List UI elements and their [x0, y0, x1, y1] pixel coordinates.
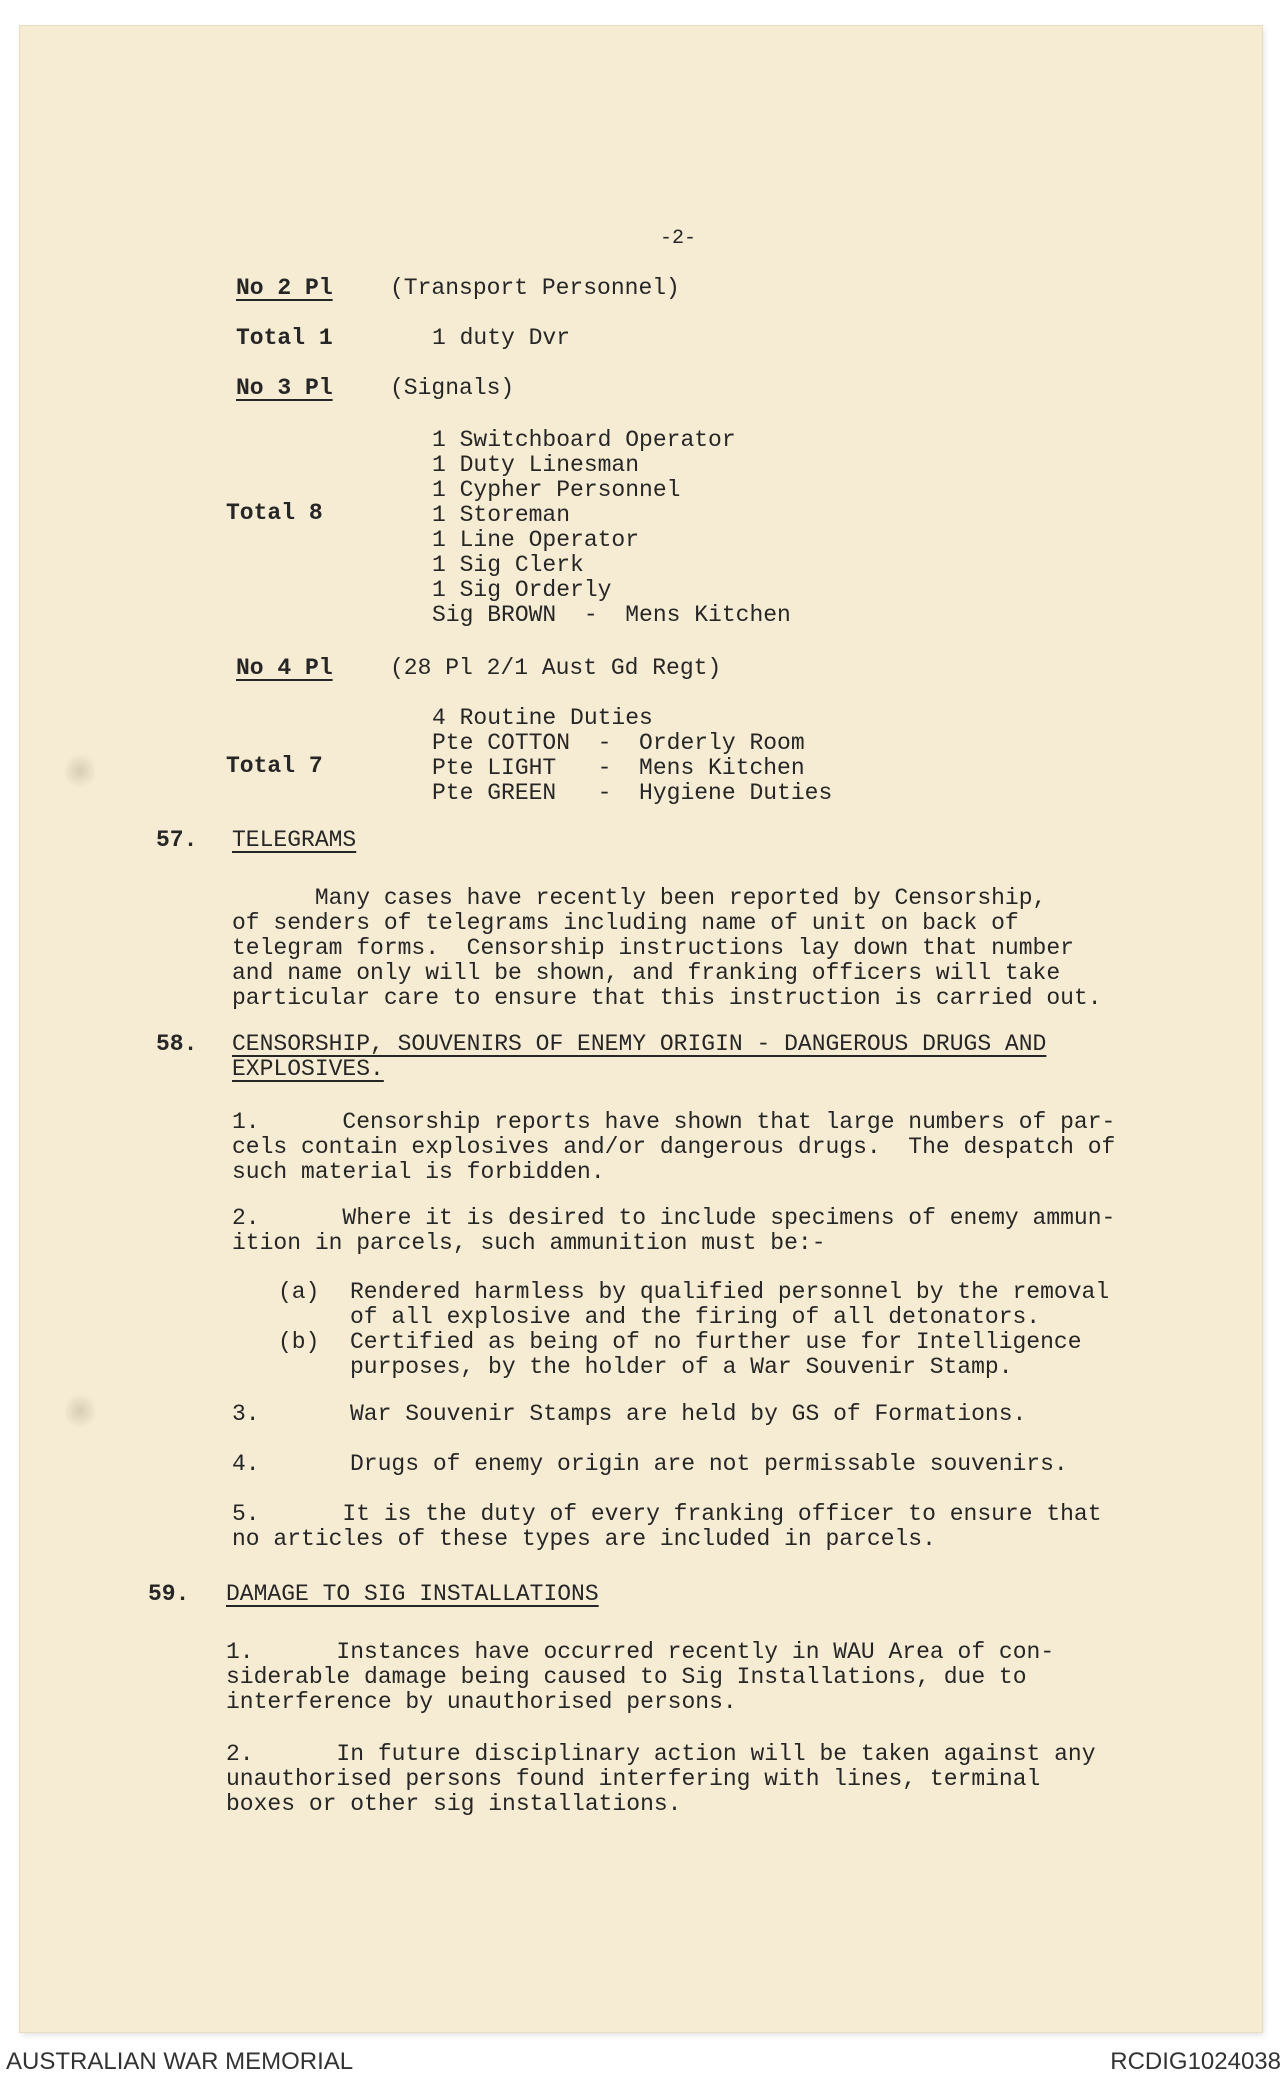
pl3-item: 1 Line Operator [432, 527, 640, 553]
section-58-para-2 [232, 1206, 1115, 1256]
section-58-number: 58. [156, 1031, 198, 1057]
text-line: of senders of telegrams including name of unit on back of [232, 910, 1019, 936]
pl4-item-list [432, 706, 832, 806]
text-line: 1. Instances have occurred recently in WAU Area of con- [226, 1639, 1055, 1665]
text-line: siderable damage being caused to Sig Installations, due to [226, 1664, 1027, 1690]
section-59-para-1 [226, 1640, 1054, 1715]
text-line: such material is forbidden. [232, 1159, 605, 1185]
pl2-total: Total 1 [236, 325, 333, 351]
text-line: 1. Censorship reports have shown that large numbers of par- [232, 1109, 1116, 1135]
text-line: no articles of these types are included in parcels. [232, 1526, 936, 1552]
text-line: purposes, by the holder of a War Souvenir Stamp. [350, 1354, 1013, 1380]
section-57-title: TELEGRAMS [232, 827, 357, 853]
pl4-total: Total 7 [226, 753, 323, 779]
text-line: 2. Where it is desired to include specimens of enemy ammun- [232, 1205, 1116, 1231]
pl4-item: Pte GREEN - Hygiene Duties [432, 780, 833, 806]
section-58-title: CENSORSHIP, SOUVENIRS OF ENEMY ORIGIN - DANGEROUS DRUGS AND [232, 1031, 1047, 1057]
pl3-heading: No 3 Pl [236, 375, 333, 401]
text-line: Rendered harmless by qualified personnel by the removal [350, 1279, 1110, 1305]
pl3-item: 1 Duty Linesman [432, 452, 640, 478]
pl2-desc: (Transport Personnel) [390, 275, 680, 301]
section-58-title-cont: EXPLOSIVES. [232, 1056, 384, 1082]
pl3-item: 1 Sig Clerk [432, 552, 584, 578]
pl3-item: 1 Switchboard Operator [432, 427, 736, 453]
pl3-item: 1 Sig Orderly [432, 577, 612, 603]
footer-source: AUSTRALIAN WAR MEMORIAL [6, 2048, 354, 2075]
section-59-number: 59. [148, 1581, 190, 1607]
section-58-para-1 [232, 1110, 1115, 1185]
fold-mark [65, 1391, 95, 1431]
item-a-text [350, 1280, 1109, 1330]
pl4-desc: (28 Pl 2/1 Aust Gd Regt) [390, 655, 722, 681]
text-line: of all explosive and the firing of all detonators. [350, 1304, 1041, 1330]
section-58-para-5 [232, 1502, 1102, 1552]
pl4-item: 4 Routine Duties [432, 705, 653, 731]
section-59-para-2 [226, 1742, 1096, 1817]
text-line: telegram forms. Censorship instructions lay down that number [232, 935, 1074, 961]
text-line: 5. It is the duty of every franking officer to ensure that [232, 1501, 1102, 1527]
pl3-item: 1 Storeman [432, 502, 571, 528]
fold-mark [65, 751, 95, 791]
text-line: and name only will be shown, and franking officers will take [232, 960, 1061, 986]
text-line: Certified as being of no further use for Intelligence [350, 1329, 1082, 1355]
text-line: interference by unauthorised persons. [226, 1689, 737, 1715]
section-59-title: DAMAGE TO SIG INSTALLATIONS [226, 1581, 599, 1607]
pl3-desc: (Signals) [390, 375, 515, 401]
pl4-heading: No 4 Pl [236, 655, 333, 681]
pl4-item: Pte LIGHT - Mens Kitchen [432, 755, 805, 781]
text-line: particular care to ensure that this instruction is carried out. [232, 985, 1102, 1011]
item-a-label: (a) [278, 1279, 320, 1305]
pl3-item: Sig BROWN - Mens Kitchen [432, 602, 791, 628]
text-line: 2. In future disciplinary action will be taken against any [226, 1741, 1096, 1767]
page-number: -2- [660, 227, 697, 250]
para-4-number: 4. [232, 1451, 260, 1477]
pl2-heading: No 2 Pl [236, 275, 333, 301]
pl3-item: 1 Cypher Personnel [432, 477, 681, 503]
document-page [20, 26, 1262, 2032]
pl4-item: Pte COTTON - Orderly Room [432, 730, 805, 756]
para-3-number: 3. [232, 1401, 260, 1427]
para-3-text: War Souvenir Stamps are held by GS of Formations. [350, 1401, 1027, 1427]
item-b-text [350, 1330, 1082, 1380]
text-line: unauthorised persons found interfering with lines, terminal [226, 1766, 1041, 1792]
footer-id: RCDIG1024038 [1110, 2048, 1281, 2075]
section-57-number: 57. [156, 827, 198, 853]
pl2-item: 1 duty Dvr [432, 325, 571, 351]
para-4-text: Drugs of enemy origin are not permissable souvenirs. [350, 1451, 1068, 1477]
pl3-item-list [432, 428, 791, 628]
text-line: cels contain explosives and/or dangerous drugs. The despatch of [232, 1134, 1116, 1160]
text-line: ition in parcels, such ammunition must be:- [232, 1230, 826, 1256]
text-line: boxes or other sig installations. [226, 1791, 682, 1817]
item-b-label: (b) [278, 1329, 320, 1355]
section-57-body [232, 886, 1102, 1011]
pl3-total: Total 8 [226, 500, 323, 526]
text-line: Many cases have recently been reported by Censorship, [232, 885, 1047, 911]
